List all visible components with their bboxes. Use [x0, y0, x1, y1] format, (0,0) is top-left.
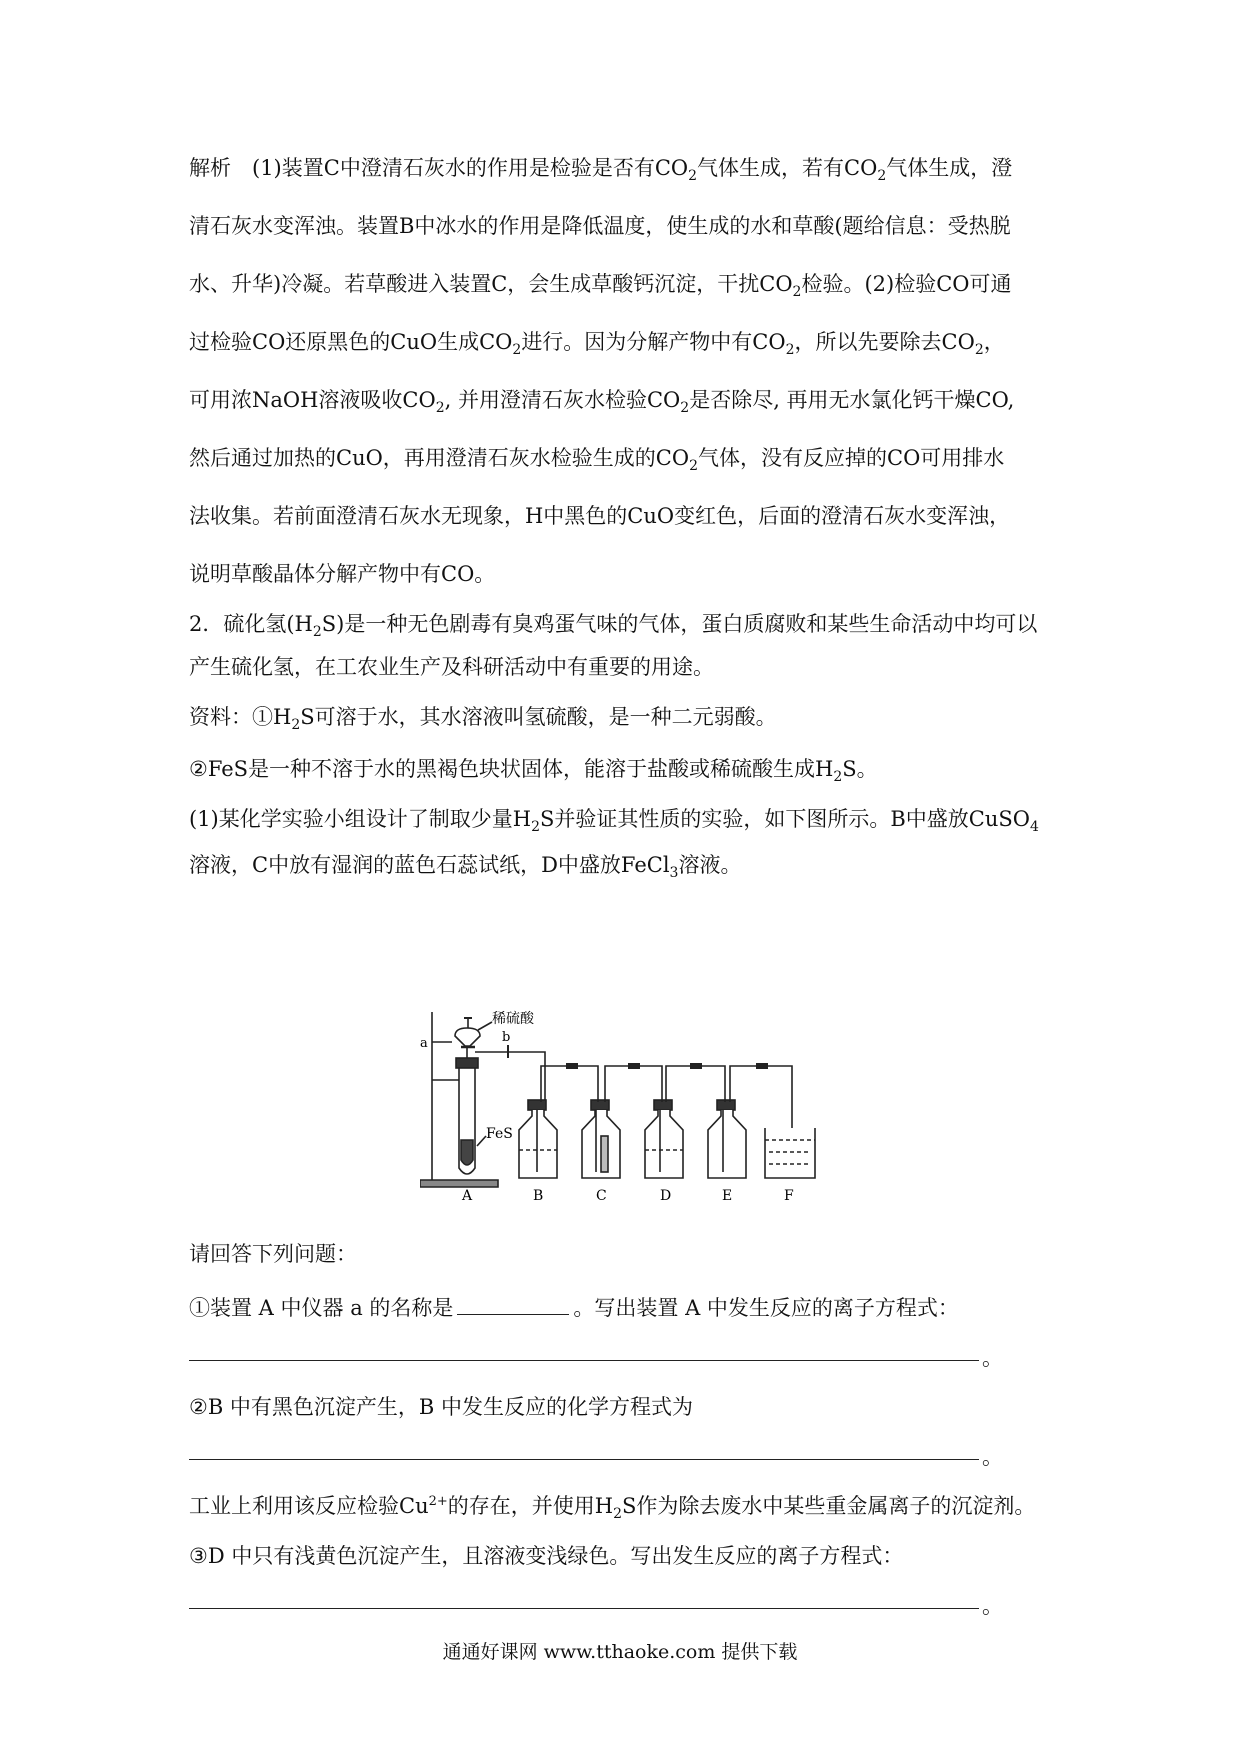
connector-cd	[605, 1066, 662, 1102]
analysis-line-2: 清石灰水变浑浊。装置B中冰水的作用是降低温度，使生成的水和草酸(题给信息：受热脱	[189, 214, 1011, 238]
label-D: D	[660, 1188, 672, 1204]
connector-de	[666, 1066, 725, 1102]
analysis-line-6: 然后通过加热的CuO，再用澄清石灰水检验生成的$CO_2$气体，没有反应掉的CO可用排水	[189, 446, 1005, 475]
industry-note: 工业上利用该反应检验$Cu^{2+}$的存在，并使用$H_2S$作为除去废水中某些重金属离子的沉淀剂。	[189, 1494, 1036, 1523]
analysis-line-7: 法收集。若前面澄清石灰水无现象，H中黑色的CuO变红色，后面的澄清石灰水变浑浊，	[189, 504, 1011, 528]
q2-material-2: ②FeS是一种不溶于水的黑褐色块状固体，能溶于盐酸或稀硫酸生成$H_2S$。	[189, 757, 878, 786]
answer-line-2[interactable]	[189, 1459, 979, 1460]
label-a: a	[420, 1036, 428, 1051]
analysis-line-1: 解析 (1)装置C中澄清石灰水的作用是检验是否有$CO_2$气体生成，若有$CO_2$气体生成，澄	[189, 156, 1013, 185]
q2-line-2: 产生硫化氢，在工农业生产及科研活动中有重要的用途。	[189, 655, 714, 679]
question-2: ②B 中有黑色沉淀产生，B 中发生反应的化学方程式为	[189, 1395, 694, 1419]
tube-stopper	[456, 1058, 478, 1068]
stand-base	[420, 1180, 498, 1187]
label-B: B	[533, 1188, 544, 1204]
q2-line-1: 2．硫化氢$(H_2S)$是一种无色剧毒有臭鸡蛋气味的气体，蛋白质腐败和某些生命活动中均可以	[189, 612, 1038, 641]
label-b: b	[502, 1030, 511, 1045]
period-1: 。	[982, 1346, 1003, 1370]
q2-part1-line-1: (1)某化学实验小组设计了制取少量$H_2S$并验证其性质的实验，如下图所示。B中盛放CuSO$_4$	[189, 807, 1039, 836]
answer-line-1[interactable]	[189, 1360, 979, 1361]
period-2: 。	[982, 1445, 1003, 1469]
label-E: E	[722, 1188, 733, 1204]
page-footer: 通通好课网 www.tthaoke.com 提供下载	[442, 1641, 798, 1663]
bottle-e	[708, 1100, 746, 1178]
label-A: A	[462, 1188, 473, 1204]
apparatus-diagram	[420, 1000, 840, 1205]
delivery-tube-a	[475, 1052, 545, 1102]
question-prompt: 请回答下列问题：	[189, 1242, 357, 1266]
bottle-b	[519, 1100, 557, 1178]
answer-blank-a[interactable]	[457, 1296, 569, 1315]
analysis-line-8: 说明草酸晶体分解产物中有CO。	[189, 562, 496, 586]
beaker-f	[765, 1128, 815, 1178]
bottle-c	[582, 1100, 620, 1178]
label-fes: FeS	[486, 1126, 513, 1142]
label-C: C	[596, 1188, 607, 1204]
period-3: 。	[982, 1594, 1003, 1618]
q2-material-1: 资料：$①H_2S$可溶于水，其水溶液叫氢硫酸，是一种二元弱酸。	[189, 705, 777, 734]
dropping-funnel	[455, 1028, 480, 1046]
question-1: ①装置 A 中仪器 a 的名称是 。写出装置 A 中发生反应的离子方程式：	[189, 1296, 959, 1320]
answer-line-3[interactable]	[189, 1608, 979, 1609]
connector-bc	[541, 1066, 598, 1102]
analysis-line-3: 水、升华)冷凝。若草酸进入装置C，会生成草酸钙沉淀，干扰$CO_2$检验。(2)检验CO可通	[189, 272, 1012, 301]
q2-part1-line-2: 溶液，C中放有湿润的蓝色石蕊试纸，D中盛放FeCl$_3$溶液。	[189, 853, 742, 882]
analysis-line-4: 过检验CO还原黑色的CuO生成$CO_2$进行。因为分解产物中有$CO_2$，所以先要除去$CO_2$，	[189, 330, 1005, 359]
label-F: F	[784, 1188, 794, 1204]
label-acid: 稀硫酸	[492, 1011, 534, 1027]
question-3: ③D 中只有浅黄色沉淀产生，且溶液变浅绿色。写出发生反应的离子方程式：	[189, 1544, 904, 1568]
analysis-line-5: 可用浓NaOH溶液吸收$CO_2$, 并用澄清石灰水检验$CO_2$是否除尽, 再用无水氯化钙干燥CO,	[189, 388, 1015, 417]
fes-solid	[461, 1140, 473, 1165]
bottle-d	[645, 1100, 683, 1178]
